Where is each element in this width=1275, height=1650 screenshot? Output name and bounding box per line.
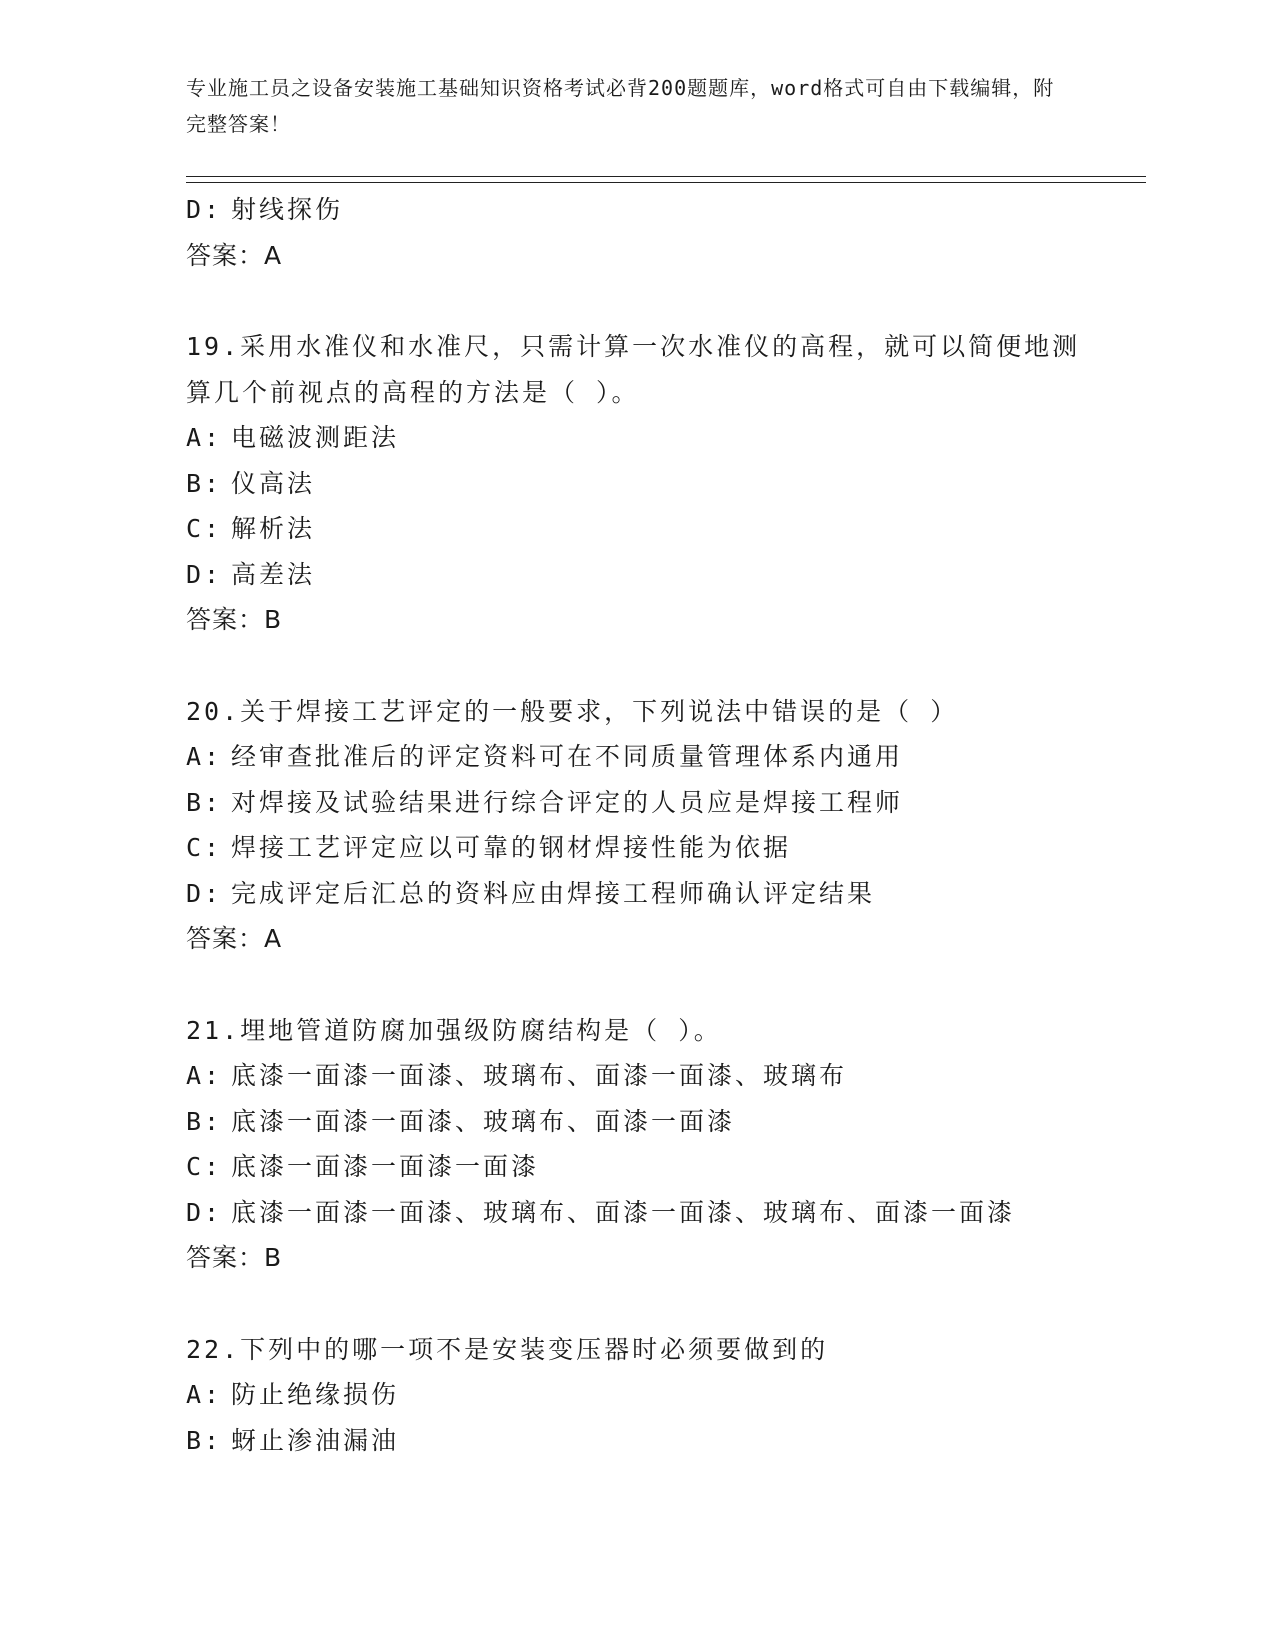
option-text: 射线探伤: [231, 195, 344, 224]
spacer: [186, 1281, 1086, 1327]
option-text: 防止绝缘损伤: [231, 1380, 400, 1409]
option-letter: A:: [186, 423, 223, 452]
option-letter: A:: [186, 742, 223, 771]
option-item: [186, 552, 1086, 598]
spacer: [186, 278, 1086, 324]
option-item: [186, 187, 1086, 233]
option-letter: B:: [186, 1425, 223, 1455]
answer-line: 答案：B: [186, 1243, 283, 1272]
option-letter: B:: [186, 787, 223, 817]
option-item: [186, 506, 1086, 552]
option-letter: C:: [186, 514, 223, 543]
option-text: 底漆一面漆一面漆、玻璃布、面漆一面漆、玻璃布: [231, 1061, 848, 1090]
option-text: 底漆一面漆一面漆一面漆: [231, 1152, 540, 1181]
option-text: 对焊接及试验结果进行综合评定的人员应是焊接工程师: [231, 787, 904, 817]
option-item: [186, 461, 1086, 507]
option-letter: D:: [186, 1197, 223, 1227]
answer-line: 答案：A: [186, 924, 283, 953]
question-stem: 20.关于焊接工艺评定的一般要求，下列说法中错误的是（ ）: [186, 696, 959, 726]
document-body: [186, 187, 1086, 1463]
option-letter: D:: [186, 195, 223, 224]
answer-line: 答案：B: [186, 605, 283, 634]
option-item: [186, 1099, 1086, 1145]
option-text: 电磁波测距法: [231, 423, 400, 452]
option-text: 高差法: [231, 559, 316, 589]
option-item: [186, 871, 1086, 917]
option-item: [186, 1372, 1086, 1418]
spacer: [186, 962, 1086, 1008]
option-item: [186, 1190, 1086, 1236]
option-text: 蚜止渗油漏油: [231, 1425, 400, 1455]
answer-line: 答案：A: [186, 240, 283, 270]
option-text: 底漆一面漆一面漆、玻璃布、面漆一面漆: [231, 1106, 736, 1136]
option-letter: B:: [186, 1106, 223, 1136]
option-letter: D:: [186, 878, 223, 908]
option-letter: D:: [186, 559, 223, 589]
option-text: 完成评定后汇总的资料应由焊接工程师确认评定结果: [231, 878, 876, 908]
option-letter: A:: [186, 1061, 223, 1090]
option-item: [186, 1144, 1086, 1190]
option-item: [186, 1418, 1086, 1464]
option-item: [186, 780, 1086, 826]
option-text: 焊接工艺评定应以可靠的钢材焊接性能为依据: [231, 833, 792, 862]
option-text: 解析法: [231, 514, 316, 543]
option-item: [186, 415, 1086, 461]
spacer: [186, 643, 1086, 689]
option-item: [186, 825, 1086, 871]
option-text: 仪高法: [231, 468, 316, 498]
option-letter: C:: [186, 833, 223, 862]
option-text: 底漆一面漆一面漆、玻璃布、面漆一面漆、玻璃布、面漆一面漆: [231, 1197, 1016, 1227]
option-item: [186, 734, 1086, 780]
option-text: 经审查批准后的评定资料可在不同质量管理体系内通用: [231, 742, 904, 771]
option-item: [186, 1053, 1086, 1099]
header-divider: [186, 176, 1146, 183]
question-stem: 19.采用水准仪和水准尺，只需计算一次水准仪的高程，就可以简便地测算几个前视点的高程的方法是（ ）。: [186, 332, 1081, 407]
option-letter: A:: [186, 1380, 223, 1409]
question-stem: 22.下列中的哪一项不是安装变压器时必须要做到的: [186, 1334, 829, 1364]
option-letter: C:: [186, 1152, 223, 1181]
option-letter: B:: [186, 468, 223, 498]
document-header: 专业施工员之设备安装施工基础知识资格考试必背200题题库，word格式可自由下载编辑，附完整答案！: [186, 76, 1055, 136]
question-stem: 21.埋地管道防腐加强级防腐结构是（ ）。: [186, 1015, 722, 1045]
